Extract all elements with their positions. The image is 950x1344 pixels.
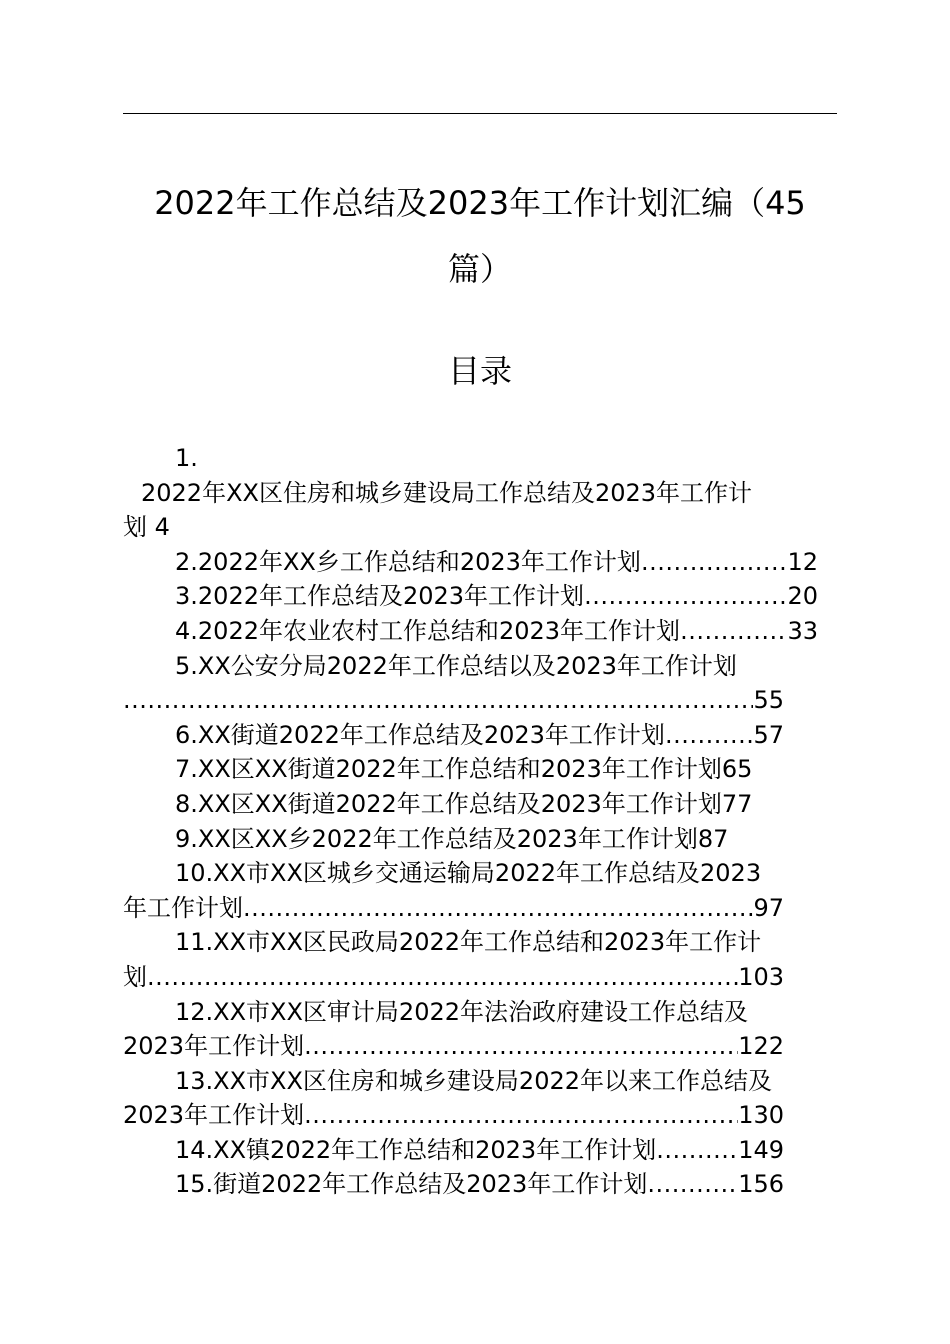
- toc-page-number: 20: [787, 582, 818, 611]
- toc-entry-6[interactable]: [123, 718, 837, 753]
- toc-entry-5[interactable]: [123, 649, 837, 718]
- toc-entry-7[interactable]: [123, 752, 837, 787]
- toc-entry-text: 划: [123, 962, 147, 991]
- toc-entry-text: 12.XX市XX区审计局2022年法治政府建设工作总结及: [175, 997, 749, 1026]
- dot-leader: [147, 960, 738, 995]
- toc-page-number: 149: [738, 1135, 784, 1164]
- toc-page-number: 55: [753, 686, 784, 715]
- toc-entry-text: 2.2022年XX乡工作总结和2023年工作计划: [175, 547, 641, 576]
- toc-entry-text: 5.XX公安分局2022年工作总结以及2023年工作计划: [175, 651, 737, 680]
- toc-entry-text: 1.: [175, 444, 198, 472]
- toc-entry-text: 划 4: [123, 513, 170, 542]
- toc-entry-1[interactable]: [123, 441, 837, 545]
- top-rule: [123, 113, 837, 114]
- dot-leader: [641, 545, 788, 580]
- dot-leader: [656, 1133, 738, 1168]
- toc-page-number: 122: [738, 1032, 784, 1061]
- toc-entry-text: 13.XX市XX区住房和城乡建设局2022年以来工作总结及: [175, 1066, 773, 1095]
- toc-page-number: 65: [721, 755, 753, 784]
- toc-page-number: 57: [753, 720, 784, 749]
- title-line-1: 2022年工作总结及2023年工作计划汇编（45: [154, 184, 806, 222]
- toc-entry-text: 14.XX镇2022年工作总结和2023年工作计划: [175, 1135, 657, 1164]
- toc-page-number: 87: [697, 824, 729, 853]
- title-line-2: 篇）: [447, 250, 512, 288]
- document-title: [123, 170, 837, 302]
- dot-leader: [584, 579, 787, 614]
- toc-page-number: 103: [738, 962, 784, 991]
- table-of-contents: [123, 441, 837, 1202]
- toc-entry-text: 11.XX市XX区民政局2022年工作总结和2023年工作计: [175, 928, 762, 957]
- dot-leader: [647, 1167, 738, 1202]
- toc-page-number: 33: [787, 616, 818, 645]
- toc-page-number: 77: [721, 789, 753, 818]
- toc-entry-text: 15.街道2022年工作总结及2023年工作计划: [175, 1170, 648, 1199]
- toc-entry-8[interactable]: [123, 787, 837, 822]
- toc-entry-4[interactable]: [123, 614, 837, 649]
- toc-entry-text: 3.2022年工作总结及2023年工作计划: [175, 582, 585, 611]
- dot-leader: [665, 718, 754, 753]
- toc-entry-text: 7.XX区XX街道2022年工作总结和2023年工作计划: [175, 755, 722, 784]
- toc-entry-10[interactable]: [123, 856, 837, 925]
- toc-page-number: 130: [738, 1101, 784, 1130]
- toc-entry-text: 6.XX街道2022年工作总结及2023年工作计划: [175, 720, 665, 749]
- toc-entry-text: 8.XX区XX街道2022年工作总结及2023年工作计划: [175, 789, 722, 818]
- toc-entry-13[interactable]: [123, 1064, 837, 1133]
- toc-entry-3[interactable]: [123, 579, 837, 614]
- toc-heading: 目录: [447, 352, 512, 390]
- toc-page-number: 156: [738, 1170, 784, 1199]
- toc-entry-text: 9.XX区XX乡2022年工作总结及2023年工作计划: [175, 824, 698, 853]
- toc-page-number: 12: [787, 547, 818, 576]
- toc-entry-9[interactable]: [123, 822, 837, 857]
- toc-entry-12[interactable]: [123, 995, 837, 1064]
- dot-leader: [304, 1029, 738, 1064]
- toc-entry-text: 2022年XX区住房和城乡建设局工作总结及2023年工作计: [141, 478, 753, 507]
- dot-leader: [243, 891, 753, 926]
- toc-entry-14[interactable]: [123, 1133, 837, 1168]
- toc-entry-text: 10.XX市XX区城乡交通运输局2022年工作总结及2023: [175, 859, 762, 888]
- dot-leader: [304, 1098, 738, 1133]
- toc-entry-text: 2023年工作计划: [123, 1032, 305, 1061]
- toc-page-number: 97: [753, 893, 784, 922]
- toc-entry-2[interactable]: [123, 545, 837, 580]
- dot-leader: [680, 614, 787, 649]
- toc-entry-text: 年工作计划: [123, 893, 243, 922]
- dot-leader: [123, 683, 753, 718]
- toc-entry-text: 2023年工作计划: [123, 1101, 305, 1130]
- toc-entry-15[interactable]: [123, 1167, 837, 1202]
- toc-entry-text: 4.2022年农业农村工作总结和2023年工作计划: [175, 616, 681, 645]
- toc-entry-11[interactable]: [123, 925, 837, 994]
